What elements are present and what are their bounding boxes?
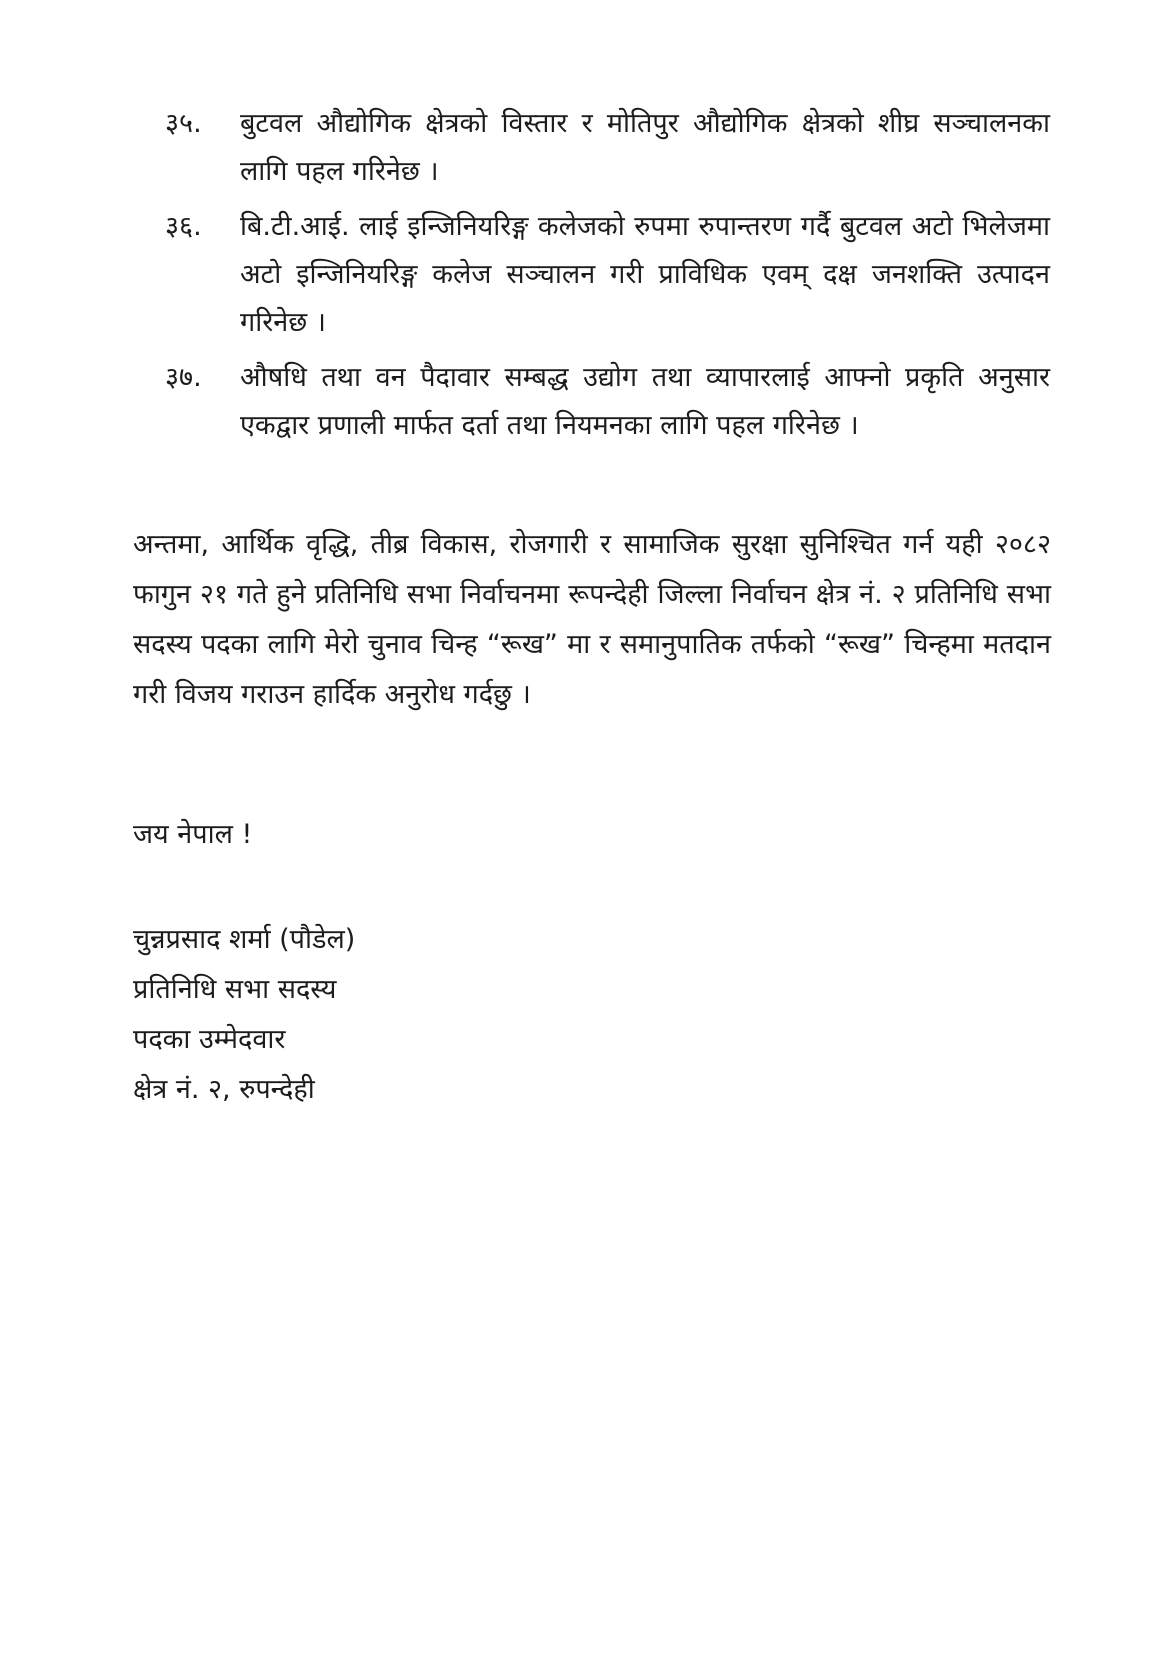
list-item [165, 354, 1050, 450]
item-number: ३७. [165, 362, 202, 393]
numbered-list [165, 100, 1050, 457]
item-number: ३५. [165, 108, 202, 139]
salutation: जय नेपाल ! [133, 819, 253, 850]
signatory-name: चुन्नप्रसाद शर्मा (पौडेल) [133, 924, 356, 955]
item-text: बि.टी.आई. लाई इन्जिनियरिङ्ग कलेजको रुपमा रुपान्तरण गर्दै बुटवल अटो भिलेजमा अटो इन्जिनियरिङ्ग कलेज सञ्चालन गरी प्राविधिक एवम् दक्ष जनशक्ति उत्पादन गरिनेछ । [240, 211, 1050, 338]
item-text: बुटवल औद्योगिक क्षेत्रको विस्तार र मोतिपुर औद्योगिक क्षेत्रको शीघ्र सञ्चालनका लागि पहल गरिनेछ । [240, 108, 1050, 187]
item-text: औषधि तथा वन पैदावार सम्बद्ध उद्योग तथा व्यापारलाई आफ्नो प्रकृति अनुसार एकद्वार प्रणाली मार्फत दर्ता तथा नियमनका लागि पहल गरिनेछ । [240, 362, 1050, 441]
list-item [165, 203, 1050, 347]
signature-block [133, 915, 355, 1115]
signatory-title-line-1: प्रतिनिधि सभा सदस्य [133, 974, 337, 1005]
signatory-title-line-2: पदका उम्मेदवार [133, 1024, 286, 1055]
item-number: ३६. [165, 211, 202, 242]
closing-paragraph: अन्तमा, आर्थिक वृद्धि, तीब्र विकास, रोजगारी र सामाजिक सुरक्षा सुनिश्चित गर्न यही २०८२ फागुन २१ गते हुने प्रतिनिधि सभा निर्वाचनमा रूपन्देही जिल्ला निर्वाचन क्षेत्र नं. २ प्रतिनिधि सभा सदस्य पदका लागि मेरो चुनाव चिन्ह “रूख” मा र समानुपातिक तर्फको “रूख” चिन्हमा मतदान गरी विजय गराउन हार्दिक अनुरोध गर्दछु । [133, 529, 1051, 710]
list-item [165, 100, 1050, 196]
signatory-constituency: क्षेत्र नं. २, रुपन्देही [133, 1074, 315, 1105]
